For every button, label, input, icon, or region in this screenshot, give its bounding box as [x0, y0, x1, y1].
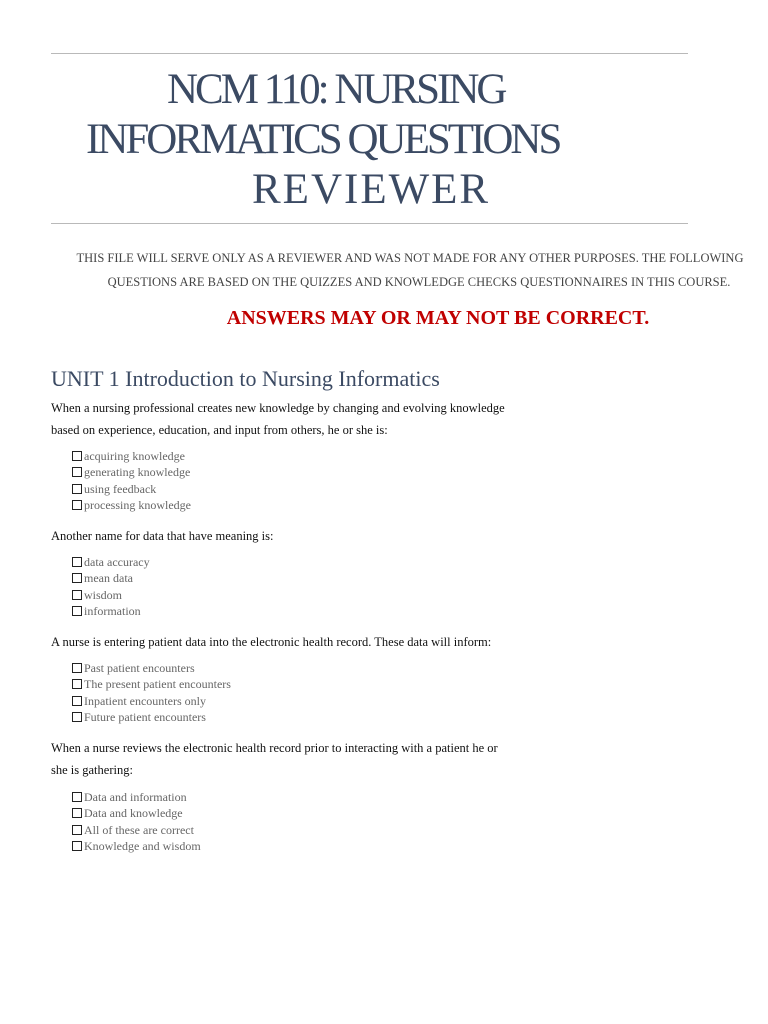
option-row[interactable] — [72, 464, 191, 480]
question-4-options — [72, 789, 201, 854]
checkbox[interactable] — [72, 696, 82, 706]
option-row[interactable] — [72, 481, 191, 497]
checkbox[interactable] — [72, 792, 82, 802]
checkbox[interactable] — [72, 573, 82, 583]
option-row[interactable] — [72, 676, 231, 692]
intro-line-2: QUESTIONS ARE BASED ON THE QUIZZES AND KNOWLEDGE CHECKS QUESTIONNAIRES IN THIS COURSE. — [107, 275, 731, 289]
option-label: Data and information — [84, 790, 187, 805]
option-label: information — [84, 604, 141, 619]
answers-disclaimer: ANSWERS MAY OR MAY NOT BE CORRECT. — [226, 307, 650, 329]
checkbox[interactable] — [72, 679, 82, 689]
option-label: Data and knowledge — [84, 806, 183, 821]
option-row[interactable] — [72, 805, 201, 821]
checkbox[interactable] — [72, 808, 82, 818]
option-row[interactable] — [72, 497, 191, 513]
option-label: Inpatient encounters only — [84, 693, 206, 708]
checkbox[interactable] — [72, 663, 82, 673]
option-label: The present patient encounters — [84, 677, 231, 692]
option-row[interactable] — [72, 660, 231, 676]
checkbox[interactable] — [72, 451, 82, 461]
checkbox[interactable] — [72, 500, 82, 510]
question-1-options — [72, 448, 191, 513]
unit-heading: UNIT 1 Introduction to Nursing Informatics — [51, 366, 440, 391]
option-label: data accuracy — [84, 555, 150, 570]
intro-line-1: THIS FILE WILL SERVE ONLY AS A REVIEWER AND WAS NOT MADE FOR ANY OTHER PURPOSES. THE FOLLOWING — [76, 251, 744, 265]
checkbox[interactable] — [72, 825, 82, 835]
question-2-options — [72, 554, 150, 619]
option-label: processing knowledge — [84, 498, 191, 513]
option-label: All of these are correct — [84, 822, 194, 837]
option-row[interactable] — [72, 587, 150, 603]
checkbox[interactable] — [72, 484, 82, 494]
option-label: Knowledge and wisdom — [84, 839, 201, 854]
option-row[interactable] — [72, 693, 231, 709]
checkbox[interactable] — [72, 557, 82, 567]
checkbox[interactable] — [72, 841, 82, 851]
question-3-options — [72, 660, 231, 725]
option-label: mean data — [84, 571, 133, 586]
title-line-2: INFORMATICS QUESTIONS — [86, 116, 560, 163]
checkbox[interactable] — [72, 712, 82, 722]
bottom-divider — [51, 223, 688, 224]
option-row[interactable] — [72, 448, 191, 464]
question-3-text: A nurse is entering patient data into the electronic health record. These data will inform: — [51, 635, 492, 649]
checkbox[interactable] — [72, 467, 82, 477]
question-2-text: Another name for data that have meaning is: — [51, 529, 274, 543]
option-row[interactable] — [72, 554, 150, 570]
option-row[interactable] — [72, 822, 201, 838]
option-label: Future patient encounters — [84, 710, 206, 725]
option-label: Past patient encounters — [84, 661, 195, 676]
title-line-1: NCM 110: NURSING — [167, 66, 505, 113]
option-row[interactable] — [72, 603, 150, 619]
option-label: wisdom — [84, 587, 123, 602]
option-label: acquiring knowledge — [84, 449, 185, 464]
checkbox[interactable] — [72, 590, 82, 600]
top-divider — [51, 53, 688, 54]
question-1-text: When a nursing professional creates new knowledge by changing and evolving knowledge based on experience, education, and input from others, he or she is: — [51, 401, 505, 437]
checkbox[interactable] — [72, 606, 82, 616]
option-label: using feedback — [84, 481, 157, 496]
option-row[interactable] — [72, 838, 201, 854]
question-4-text: When a nurse reviews the electronic health record prior to interacting with a patient he or she is gathering: — [51, 741, 498, 777]
option-row[interactable] — [72, 709, 231, 725]
option-row[interactable] — [72, 570, 150, 586]
option-row[interactable] — [72, 789, 201, 805]
title-line-3: REVIEWER — [252, 166, 491, 213]
option-label: generating knowledge — [84, 465, 191, 480]
